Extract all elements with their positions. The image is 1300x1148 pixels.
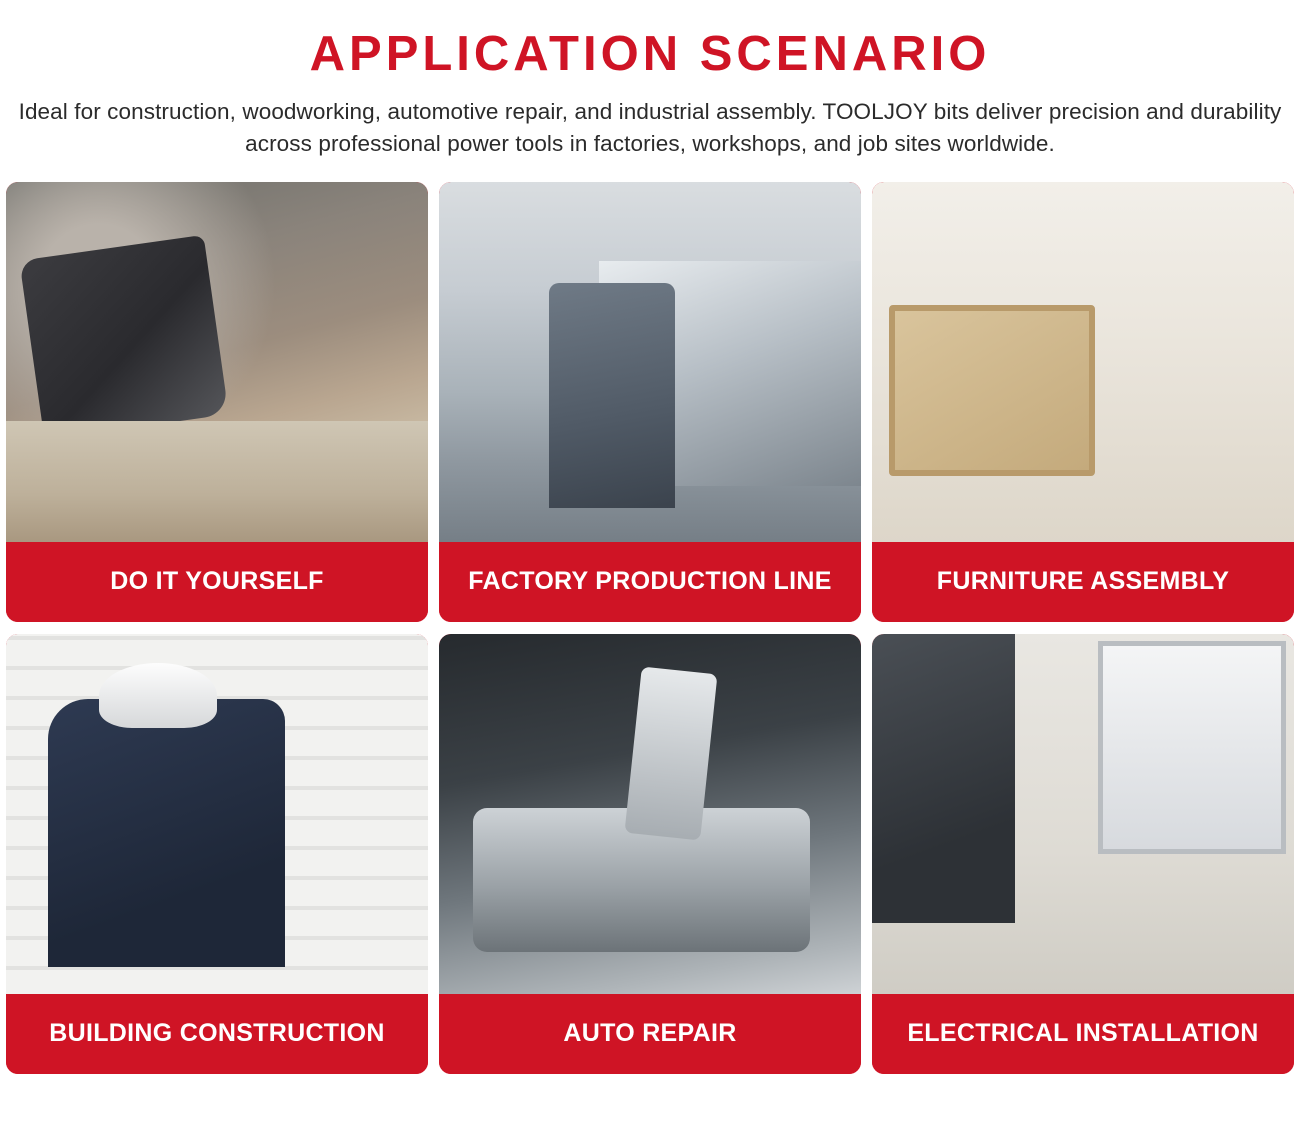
scenario-label-building-construction	[6, 994, 428, 1074]
scenario-image-building-construction	[6, 634, 428, 996]
scenario-image-factory-production-line	[439, 182, 861, 544]
scenario-label-electrical-installation	[872, 994, 1294, 1074]
scenario-label-text: ELECTRICAL INSTALLATION	[907, 1019, 1259, 1048]
scenario-label-furniture-assembly	[872, 542, 1294, 622]
scenario-image-electrical-installation	[872, 634, 1294, 996]
scenario-label-do-it-yourself	[6, 542, 428, 622]
scenario-card-electrical-installation[interactable]	[872, 634, 1294, 1074]
application-scenario-page	[0, 28, 1300, 1148]
scenario-label-text: DO IT YOURSELF	[110, 567, 324, 596]
scenario-label-auto-repair	[439, 994, 861, 1074]
page-title: APPLICATION SCENARIO	[309, 27, 991, 81]
page-subtitle: Ideal for construction, woodworking, automotive repair, and industrial assembly. TOOLJOY bits deliver precision and durability across professional power tools in factories, workshops, and job sites worldwide.	[18, 98, 1282, 156]
scenario-label-text: BUILDING CONSTRUCTION	[49, 1019, 385, 1048]
scenario-label-text: AUTO REPAIR	[563, 1019, 737, 1048]
scenario-card-grid	[8, 182, 1292, 1074]
scenario-card-building-construction[interactable]	[6, 634, 428, 1074]
scenario-image-furniture-assembly	[872, 182, 1294, 544]
scenario-card-auto-repair[interactable]	[439, 634, 861, 1074]
scenario-label-factory-production-line	[439, 542, 861, 622]
scenario-label-text: FURNITURE ASSEMBLY	[936, 567, 1230, 596]
scenario-card-factory-production-line[interactable]	[439, 182, 861, 622]
scenario-card-do-it-yourself[interactable]	[6, 182, 428, 622]
scenario-label-text: FACTORY PRODUCTION LINE	[468, 567, 832, 596]
scenario-image-auto-repair	[439, 634, 861, 996]
scenario-image-do-it-yourself	[6, 182, 428, 544]
scenario-card-furniture-assembly[interactable]	[872, 182, 1294, 622]
